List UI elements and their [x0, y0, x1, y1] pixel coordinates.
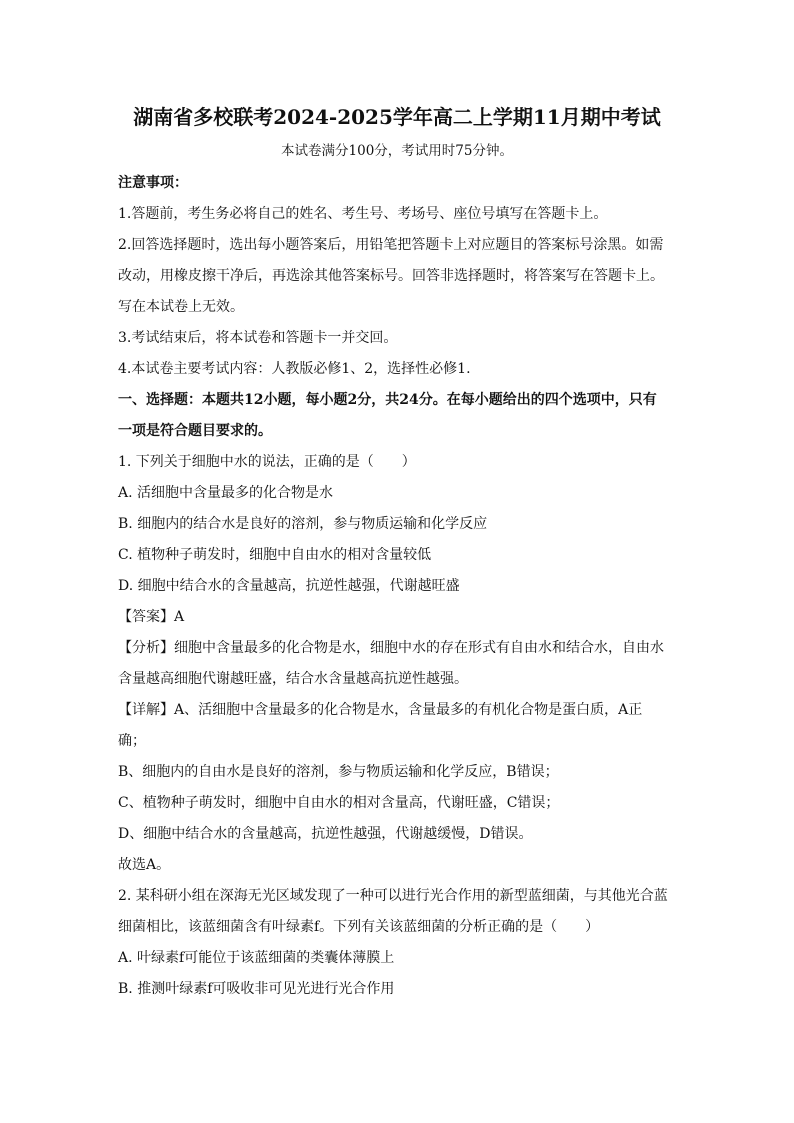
question-1-analysis: 【分析】细胞中含量最多的化合物是水，细胞中水的存在形式有自由水和结合水，自由水 — [118, 640, 664, 656]
exam-title: 湖南省多校联考2024-2025学年高二上学期11月期中考试 — [133, 105, 661, 129]
section-heading: 一、选择题：本题共12小题，每小题2分，共24分。在每小题给出的四个选项中，只有 — [118, 392, 657, 408]
question-1-detail-cont: 确； — [118, 733, 146, 749]
question-1-detail-d: D、细胞中结合水的含量越高，抗逆性越强，代谢越缓慢，D错误。 — [118, 826, 533, 842]
question-1-option-b: B. 细胞内的结合水是良好的溶剂，参与物质运输和化学反应 — [118, 516, 488, 532]
exam-subtitle: 本试卷满分100分，考试用时75分钟。 — [281, 143, 513, 159]
question-1-option-a: A. 活细胞中含量最多的化合物是水 — [118, 485, 334, 501]
notice-item: 写在本试卷上无效。 — [118, 299, 244, 315]
question-1-analysis-cont: 含量越高细胞代谢越旺盛，结合水含量越高抗逆性越强。 — [118, 671, 468, 687]
question-2-option-b: B. 推测叶绿素f可吸收非可见光进行光合作用 — [118, 981, 395, 997]
question-1-answer: 【答案】A — [118, 609, 185, 625]
notice-item: 4.本试卷主要考试内容：人教版必修1、2，选择性必修1. — [118, 361, 471, 377]
question-1-conclusion: 故选A。 — [118, 857, 171, 873]
question-1-option-d: D. 细胞中结合水的含量越高，抗逆性越强，代谢越旺盛 — [118, 578, 460, 594]
question-1-detail-b: B、细胞内的自由水是良好的溶剂，参与物质运输和化学反应，B错误； — [118, 764, 559, 780]
question-2-stem-cont: 细菌相比，该蓝细菌含有叶绿素f。下列有关该蓝细菌的分析正确的是（ ） — [118, 919, 600, 935]
notice-item: 3.考试结束后，将本试卷和答题卡一并交回。 — [118, 330, 398, 346]
notice-item: 1.答题前，考生务必将自己的姓名、考生号、考场号、座位号填写在答题卡上。 — [118, 206, 608, 222]
question-1-detail-c: C、植物种子萌发时，细胞中自由水的相对含量高，代谢旺盛，C错误； — [118, 795, 560, 811]
notice-heading: 注意事项： — [118, 175, 188, 191]
notice-item: 改动，用橡皮擦干净后，再选涂其他答案标号。回答非选择题时，将答案写在答题卡上。 — [118, 268, 664, 284]
question-1-stem: 1. 下列关于细胞中水的说法，正确的是（ ） — [118, 454, 416, 470]
notice-item: 2.回答选择题时，选出每小题答案后，用铅笔把答题卡上对应题目的答案标号涂黑。如需 — [118, 237, 664, 253]
question-2-stem: 2. 某科研小组在深海无光区域发现了一种可以进行光合作用的新型蓝细菌，与其他光合蓝 — [118, 888, 668, 904]
question-1-detail: 【详解】A、活细胞中含量最多的化合物是水，含量最多的有机化合物是蛋白质，A正 — [118, 702, 643, 718]
question-1-option-c: C. 植物种子萌发时，细胞中自由水的相对含量较低 — [118, 547, 432, 563]
section-heading-cont: 一项是符合题目要求的。 — [118, 423, 272, 439]
question-2-option-a: A. 叶绿素f可能位于该蓝细菌的类囊体薄膜上 — [118, 950, 395, 966]
